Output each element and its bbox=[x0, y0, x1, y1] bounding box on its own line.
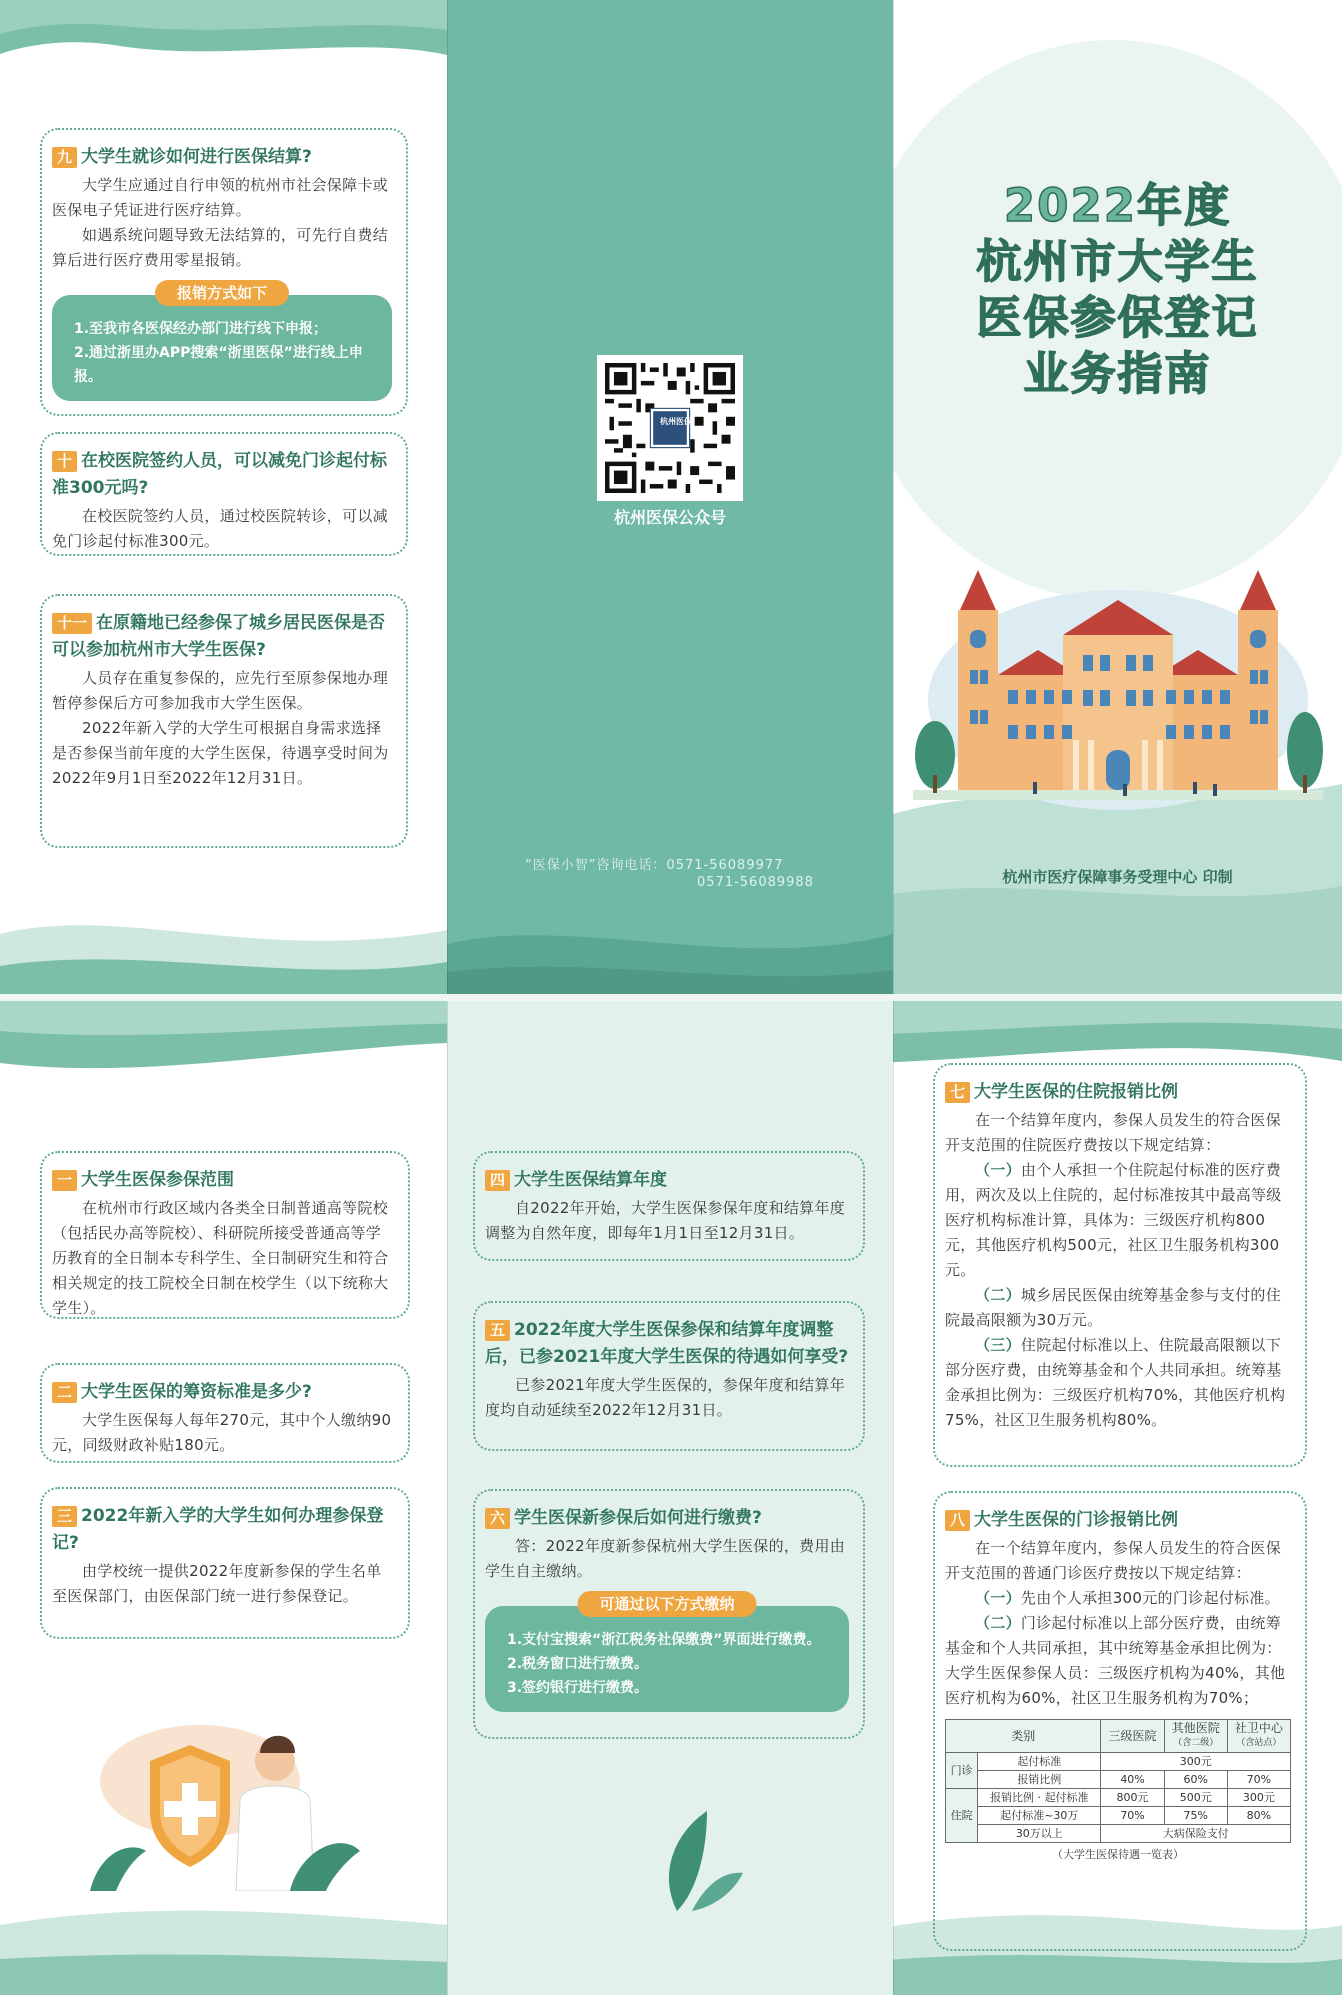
payment-methods-box bbox=[485, 1595, 849, 1712]
table-op-start-value: 300元 bbox=[1101, 1753, 1291, 1771]
table-op-ratio-level3: 40% bbox=[1101, 1771, 1164, 1789]
faq-q9-text-1: 大学生应通过自行申领的杭州市社会保障卡或医保电子凭证进行医疗结算。 bbox=[52, 176, 389, 219]
faq-q1-title: 一 大学生医保参保范围 bbox=[52, 1167, 394, 1194]
faq-q11 bbox=[40, 594, 408, 848]
faq-q7-text-2: （一）由个人承担一个住院起付标准的医疗费用，两次及以上住院的，起付标准按其中最高等级医疗机构标准计算，具体为：三级医疗机构800元，其他医疗机构500元，社区卫生服务机构300元。 bbox=[945, 1161, 1282, 1279]
table-header-level3: 三级医院 bbox=[1101, 1720, 1164, 1753]
top-fold-line-2 bbox=[893, 0, 894, 994]
table-header-other: 其他医院 （含二级） bbox=[1164, 1720, 1227, 1753]
doctor-shield-illustration bbox=[90, 1701, 410, 1891]
cover-title-line-2: 杭州市大学生 bbox=[976, 235, 1259, 288]
hotline-line-2: 0571-56089988 bbox=[697, 875, 814, 890]
faq-q3-title: 三 2022年新入学的大学生如何办理参保登记? bbox=[52, 1506, 384, 1553]
faq-q8-text-1: 在一个结算年度内，参保人员发生的符合医保开支范围的普通门诊医疗费按以下规定结算： bbox=[945, 1539, 1282, 1582]
reimburse-methods-box bbox=[52, 284, 392, 401]
payment-method-2: 2.税务窗口进行缴费。 bbox=[507, 1656, 649, 1672]
faq-q4-title: 四 大学生医保结算年度 bbox=[485, 1167, 849, 1194]
middle-panel-bottom bbox=[447, 1001, 893, 1995]
table-op-ratio-label: 报销比例 bbox=[978, 1771, 1101, 1789]
right-panel-bottom bbox=[893, 1001, 1342, 1995]
table-header-community: 社卫中心 （含站点） bbox=[1227, 1720, 1290, 1753]
cover-title-line-1: 2022年度 bbox=[1003, 179, 1232, 232]
table-ip-ratio-other: 75% bbox=[1164, 1807, 1227, 1825]
faq-q8-title: 八 大学生医保的门诊报销比例 bbox=[945, 1507, 1291, 1534]
faq-q5-text: 已参2021年度大学生医保的，参保年度和结算年度均自动延续至2022年12月31日。 bbox=[485, 1376, 846, 1419]
university-building-illustration bbox=[913, 560, 1323, 820]
table-outpatient-label: 门诊 bbox=[946, 1753, 978, 1789]
table-op-ratio-other: 60% bbox=[1164, 1771, 1227, 1789]
qr-caption: 杭州医保公众号 bbox=[613, 508, 726, 527]
faq-q9-text-2: 如遇系统问题导致无法结算的，可先行自费结算后进行医疗费用零星报销。 bbox=[52, 226, 389, 269]
faq-q10-title: 十 在校医院签约人员，可以减免门诊起付标准300元吗? bbox=[52, 451, 388, 498]
reimburse-methods-label: 报销方式如下 bbox=[155, 280, 289, 306]
faq-q8 bbox=[933, 1491, 1307, 1951]
faq-q9-title: 九 大学生就诊如何进行医保结算? bbox=[52, 144, 392, 171]
faq-q11-text-1: 人员存在重复参保的，应先行至原参保地办理暂停参保后方可参加我市大学生医保。 bbox=[52, 669, 389, 712]
faq-q7-text-3: （二）城乡居民医保由统筹基金参与支付的住院最高限额为30万元。 bbox=[945, 1286, 1282, 1329]
middle-panel-top bbox=[447, 0, 893, 994]
faq-q11-title: 十一 在原籍地已经参保了城乡居民医保是否可以参加杭州市大学生医保? bbox=[52, 613, 386, 660]
leaf-decoration bbox=[647, 1801, 747, 1911]
faq-q11-text-2: 2022年新入学的大学生可根据自身需求选择是否参保当前年度的大学生医保，待遇享受时间为2022年9月1日至2022年12月31日。 bbox=[52, 719, 389, 787]
faq-q2 bbox=[40, 1363, 410, 1463]
table-ip-start-label: 报销比例 · 起付标准 bbox=[978, 1789, 1101, 1807]
faq-q10 bbox=[40, 432, 408, 556]
bottom-fold-line-1 bbox=[447, 1001, 448, 1995]
payment-methods-label: 可通过以下方式缴纳 bbox=[577, 1591, 756, 1617]
table-ip-over-value: 大病保险支付 bbox=[1101, 1825, 1291, 1843]
qr-center-badge: 杭州医保 bbox=[660, 417, 692, 426]
top-wave-decoration bbox=[0, 0, 447, 80]
benefit-table bbox=[945, 1719, 1291, 1843]
table-inpatient-label: 住院 bbox=[946, 1789, 978, 1843]
payment-method-1: 1.支付宝搜索“浙江税务社保缴费”界面进行缴费。 bbox=[507, 1632, 821, 1648]
faq-q7-title: 七 大学生医保的住院报销比例 bbox=[945, 1079, 1291, 1106]
qr-code[interactable] bbox=[597, 355, 743, 501]
faq-q8-text-3: （二）门诊起付标准以上部分医疗费，由统筹基金和个人共同承担，其中统筹基金承担比例为：大学生医保参保人员：三级医疗机构为40%，其他医疗机构为60%，社区卫生服务机构为70%； bbox=[945, 1614, 1286, 1707]
faq-q6-title: 六 学生医保新参保后如何进行缴费? bbox=[485, 1505, 849, 1532]
table-ip-ratio-level3: 70% bbox=[1101, 1807, 1164, 1825]
table-ip-over-label: 30万以上 bbox=[978, 1825, 1101, 1843]
hotline-line-1: “医保小智”咨询电话：0571-56089977 bbox=[525, 858, 784, 873]
bottom-fold-line-2 bbox=[893, 1001, 894, 1995]
bottom-wave-decoration bbox=[0, 874, 447, 994]
faq-q4-text: 自2022年开始，大学生医保参保年度和结算年度调整为自然年度，即每年1月1日至12月31日。 bbox=[485, 1199, 846, 1242]
faq-q9 bbox=[40, 128, 408, 416]
payment-method-3: 3.签约银行进行缴费。 bbox=[507, 1680, 649, 1696]
faq-q1-text: 在杭州市行政区域内各类全日制普通高等院校（包括民办高等院校）、科研院所接受普通高等学历教育的全日制本专科学生、全日制研究生和符合相关规定的技工院校全日制在校学生（以下统称大学生）。 bbox=[52, 1199, 389, 1317]
table-header-category: 类别 bbox=[946, 1720, 1101, 1753]
top-fold-line-1 bbox=[447, 0, 448, 994]
qr-code-pattern bbox=[605, 363, 735, 493]
faq-q8-text-2: （一）先由个人承担300元的门诊起付标准。 bbox=[975, 1589, 1280, 1607]
faq-q6 bbox=[473, 1489, 865, 1739]
table-ip-ratio-community: 80% bbox=[1227, 1807, 1290, 1825]
table-ip-start-level3: 800元 bbox=[1101, 1789, 1164, 1807]
faq-q5-title: 五 2022年度大学生医保参保和结算年度调整后，已参2021年度大学生医保的待遇如何享受? bbox=[485, 1320, 849, 1367]
table-ip-range-label: 起付标准~30万 bbox=[978, 1807, 1101, 1825]
faq-q1 bbox=[40, 1151, 410, 1319]
brochure-inner-side bbox=[0, 1001, 1342, 1995]
table-ip-start-community: 300元 bbox=[1227, 1789, 1290, 1807]
faq-q7 bbox=[933, 1063, 1307, 1467]
brochure-outer-side bbox=[0, 0, 1342, 994]
left-panel-bottom bbox=[0, 1001, 447, 1995]
benefit-table-caption: （大学生医保待遇一览表） bbox=[1052, 1848, 1184, 1861]
middle-bottom-wave bbox=[447, 874, 893, 994]
cover-title-line-4: 业务指南 bbox=[1023, 347, 1212, 400]
cover-title-line-3: 医保参保登记 bbox=[976, 291, 1259, 344]
cover-publisher: 杭州市医疗保障事务受理中心 印制 bbox=[1002, 868, 1233, 886]
reimburse-method-2: 2.通过浙里办APP搜索“浙里医保”进行线上申报。 bbox=[74, 345, 363, 385]
faq-q2-text: 大学生医保每人每年270元，其中个人缴纳90元，同级财政补贴180元。 bbox=[52, 1411, 392, 1454]
table-op-ratio-community: 70% bbox=[1227, 1771, 1290, 1789]
faq-q3 bbox=[40, 1487, 410, 1639]
faq-q6-text: 答：2022年度新参保杭州大学生医保的，费用由学生自主缴纳。 bbox=[485, 1537, 846, 1580]
cover-panel bbox=[893, 0, 1342, 994]
faq-q3-text: 由学校统一提供2022年度新参保的学生名单至医保部门，由医保部门统一进行参保登记。 bbox=[52, 1562, 382, 1605]
table-op-start-label: 起付标准 bbox=[978, 1753, 1101, 1771]
left-panel-top bbox=[0, 0, 447, 994]
table-ip-start-other: 500元 bbox=[1164, 1789, 1227, 1807]
faq-q7-text-1: 在一个结算年度内，参保人员发生的符合医保开支范围的住院医疗费按以下规定结算： bbox=[945, 1111, 1282, 1154]
faq-q2-title: 二 大学生医保的筹资标准是多少? bbox=[52, 1379, 394, 1406]
faq-q4 bbox=[473, 1151, 865, 1261]
faq-q10-text: 在校医院签约人员，通过校医院转诊，可以减免门诊起付标准300元。 bbox=[52, 507, 389, 550]
faq-q5 bbox=[473, 1301, 865, 1451]
faq-q7-text-4: （三）住院起付标准以上、住院最高限额以下部分医疗费，由统筹基金和个人共同承担。统筹基金承担比例为：三级医疗机构70%，其他医疗机构75%，社区卫生服务机构80%。 bbox=[945, 1336, 1286, 1429]
reimburse-method-1: 1.至我市各医保经办部门进行线下申报； bbox=[74, 321, 328, 337]
